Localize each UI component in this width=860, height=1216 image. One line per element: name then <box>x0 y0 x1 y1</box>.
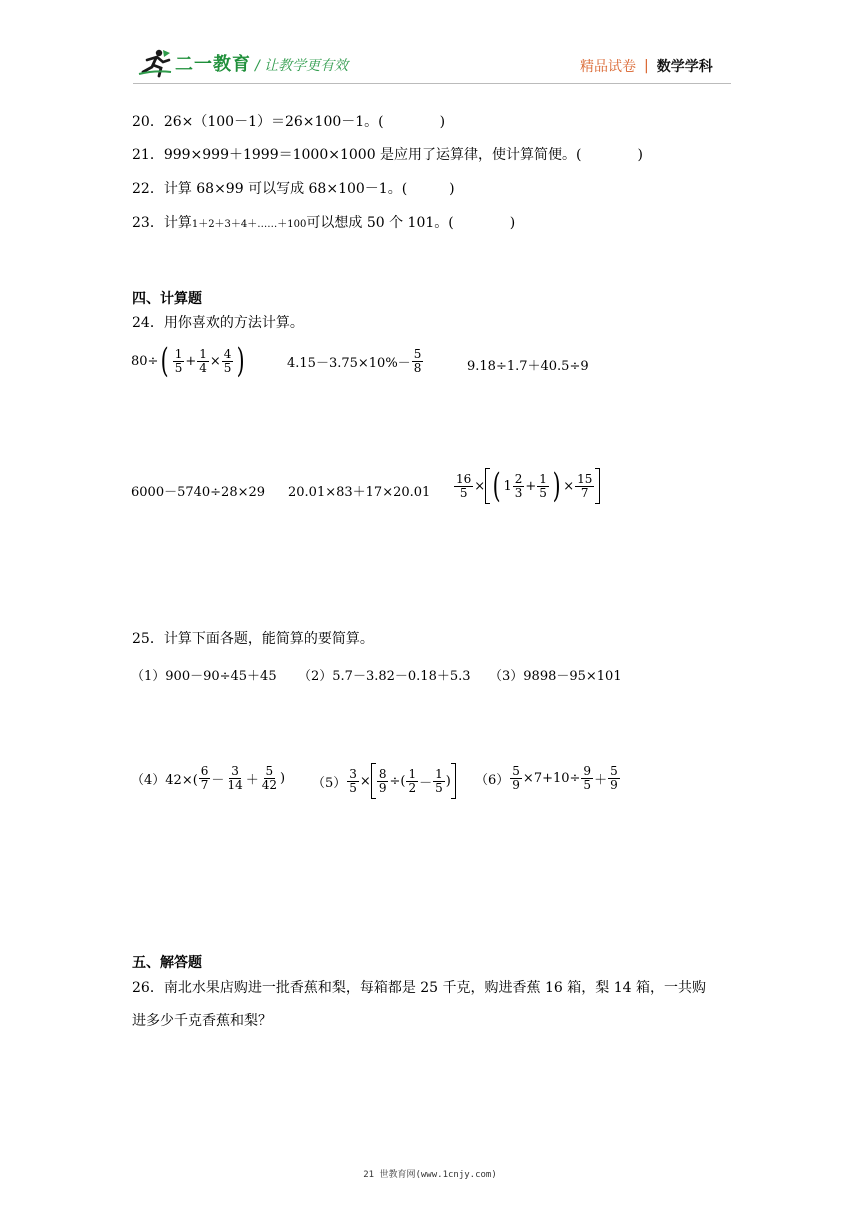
footer: 21 世教育网(www.1cnjy.com) <box>363 1170 497 1180</box>
bracket-close <box>595 468 600 504</box>
denominator: 5 <box>459 485 468 500</box>
numerator: 3 <box>349 766 357 781</box>
numerator: 9 <box>583 764 592 778</box>
header-subject: 数学学科 <box>656 59 713 75</box>
numerator: 2 <box>514 471 523 486</box>
question-23-suffix: 可以想成 50 个 101。( ) <box>306 215 516 231</box>
denominator: 5 <box>349 780 357 795</box>
header-right <box>580 56 713 76</box>
fraction <box>199 765 211 792</box>
header-separator: | <box>644 58 649 74</box>
operator: ÷( <box>389 773 406 789</box>
numerator: 5 <box>413 347 422 361</box>
bracket-open <box>371 763 376 799</box>
denominator: 5 <box>223 360 232 375</box>
paren-close: ) <box>445 773 451 789</box>
fraction <box>537 473 549 500</box>
question-23-prefix: 23．计算 <box>132 215 192 231</box>
fraction <box>510 765 522 792</box>
q25-part-3: （3）9898－95×101 <box>489 669 622 684</box>
paren-open: ( <box>492 466 501 506</box>
paren-open: ( <box>161 341 170 381</box>
question-23 <box>132 213 515 235</box>
q25-p5-label: （5） <box>312 775 347 791</box>
q25-part-4 <box>131 765 285 792</box>
q25-p4-label: （4）42×( <box>131 773 198 788</box>
numerator: 1 <box>435 766 443 781</box>
operator: － <box>211 773 225 788</box>
runner-logo-icon <box>137 48 173 78</box>
question-26-line-2: 进多少千克香蕉和梨？ <box>132 1013 272 1029</box>
fraction <box>260 765 279 792</box>
denominator: 5 <box>174 360 183 375</box>
denominator: 4 <box>199 360 207 375</box>
denominator: 9 <box>610 778 618 792</box>
q24-expr-4: 6000－5740÷28×29 <box>131 485 266 500</box>
question-23-series: 1＋2＋3＋4＋……＋100 <box>191 219 307 230</box>
fraction <box>225 765 244 792</box>
numerator: 15 <box>577 471 593 486</box>
denominator: 9 <box>378 780 387 795</box>
denominator: 5 <box>539 485 547 500</box>
operator: × <box>359 773 371 789</box>
q25-part-6 <box>475 765 621 792</box>
paren-close: ) <box>280 771 286 786</box>
header-label: 精品试卷 <box>580 59 636 75</box>
fraction <box>454 473 473 500</box>
operator: + <box>525 478 537 494</box>
question-21: 21．999×999＋1999＝1000×1000 是应用了运算律，使计算简便。( ) <box>132 147 643 163</box>
fraction <box>513 473 525 500</box>
q25-part-1: （1）900－90÷45＋45 <box>131 669 277 684</box>
denominator: 3 <box>514 485 523 500</box>
numerator: 1 <box>539 471 547 486</box>
operator: ×7+10÷ <box>522 771 581 786</box>
q24-expr-5: 20.01×83＋17×20.01 <box>288 485 431 500</box>
numerator: 4 <box>223 346 232 361</box>
q25-part-2: （2）5.7－3.82－0.18＋5.3 <box>298 669 471 684</box>
denominator: 2 <box>408 780 417 795</box>
slogan: / 让教学更有效 <box>255 58 349 74</box>
fraction <box>608 765 620 792</box>
numerator: 5 <box>265 764 274 778</box>
whole-number: 1 <box>503 478 512 494</box>
operator: ＋ <box>245 773 259 788</box>
denominator: 14 <box>227 778 243 792</box>
numerator: 3 <box>231 764 239 778</box>
question-20: 20．26×（100－1）＝26×100－1。( ) <box>132 114 446 130</box>
q24-e2-prefix: 4.15－3.75×10%－ <box>287 356 411 371</box>
numerator: 6 <box>200 764 209 778</box>
denominator: 42 <box>261 778 278 792</box>
q24-expr-2 <box>287 348 424 375</box>
fraction <box>173 348 185 375</box>
logo-name: 二一教育 <box>175 54 251 75</box>
q24-expr-6 <box>453 468 600 504</box>
section-4-title: 四、计算题 <box>132 291 202 307</box>
q25-p6-label: （6） <box>475 773 510 788</box>
numerator: 1 <box>174 346 183 361</box>
fraction <box>433 768 445 795</box>
paren-close: ) <box>237 341 246 381</box>
numerator: 1 <box>408 766 417 781</box>
denominator: 7 <box>580 485 589 500</box>
denominator: 8 <box>413 361 422 375</box>
paren-close: ) <box>552 466 561 506</box>
fraction <box>347 768 359 795</box>
question-24-title: 24．用你喜欢的方法计算。 <box>132 315 304 331</box>
q24-expr-1 <box>131 341 248 381</box>
fraction <box>406 768 418 795</box>
fraction <box>575 473 594 500</box>
bracket-close <box>451 763 456 799</box>
fraction <box>197 348 209 375</box>
header-divider <box>133 83 731 84</box>
question-22: 22．计算 68×99 可以写成 68×100－1。( ) <box>132 181 455 197</box>
denominator: 5 <box>435 780 443 795</box>
numerator: 5 <box>610 764 618 778</box>
fraction <box>581 765 593 792</box>
logo <box>137 48 251 78</box>
numerator: 8 <box>378 766 387 781</box>
operator: ＋ <box>594 773 608 788</box>
denominator: 9 <box>512 778 520 792</box>
operator: + <box>185 353 197 369</box>
fraction <box>412 348 424 375</box>
section-5-title: 五、解答题 <box>132 955 202 971</box>
fraction <box>377 768 389 795</box>
operator: × <box>563 478 575 494</box>
denominator: 5 <box>583 778 592 792</box>
numerator: 1 <box>199 346 207 361</box>
question-26-line-1: 26．南北水果店购进一批香蕉和梨，每箱都是 25 千克，购进香蕉 16 箱，梨 14 箱，一共购 <box>132 980 706 996</box>
fraction <box>222 348 234 375</box>
q24-e1-prefix: 80÷ <box>131 353 159 369</box>
question-25-title: 25．计算下面各题，能简算的要简算。 <box>132 631 374 647</box>
q25-part-5 <box>312 763 456 799</box>
operator: × <box>209 353 221 369</box>
operator: × <box>474 478 486 494</box>
numerator: 16 <box>456 471 472 486</box>
numerator: 5 <box>512 764 520 778</box>
q24-expr-3: 9.18÷1.7＋40.5÷9 <box>467 359 589 374</box>
operator: － <box>419 775 433 791</box>
denominator: 7 <box>200 778 209 792</box>
bracket-open <box>485 468 490 504</box>
